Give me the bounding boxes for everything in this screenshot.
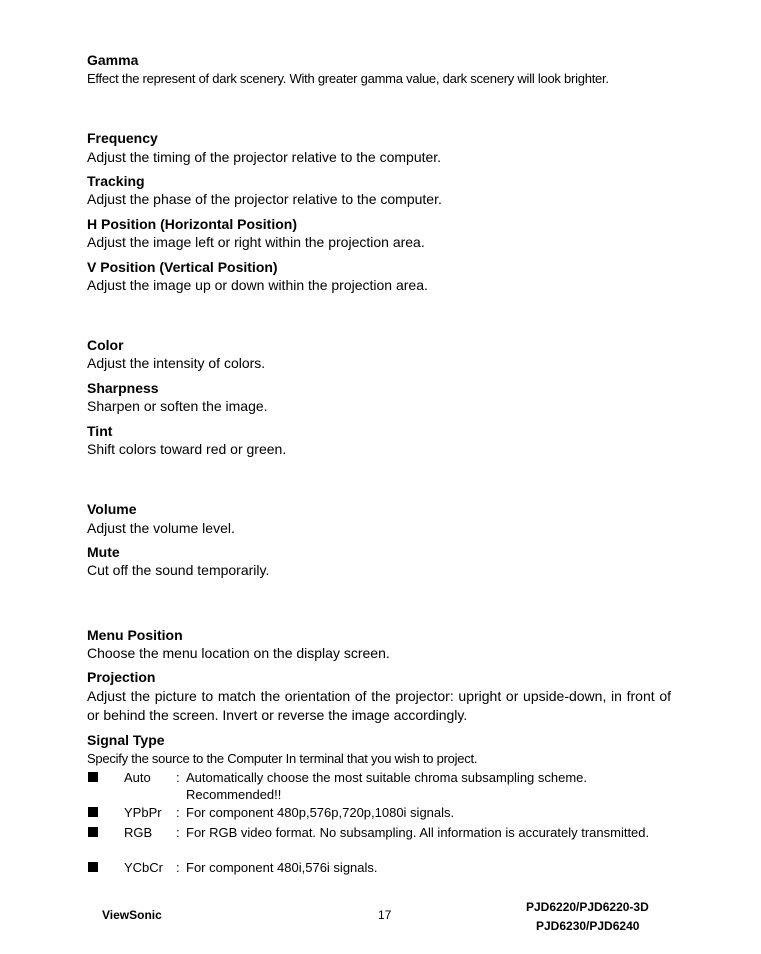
term-projection: Projection [87,669,156,685]
option-text: For component 480i,576i signals. [186,860,378,875]
term-v-position: V Position (Vertical Position) [87,259,278,275]
desc-signal-type: Specify the source to the Computer In terminal that you wish to project. [87,751,478,766]
term-menu-position: Menu Position [87,627,183,643]
option-name: RGB [124,825,153,840]
square-bullet-icon [88,807,98,817]
term-sharpness: Sharpness [87,380,159,396]
option-text: Automatically choose the most suitable chroma subsampling scheme. Recommended!! [186,770,588,802]
desc-color: Adjust the intensity of colors. [87,355,266,371]
term-volume: Volume [87,501,137,517]
desc-tracking: Adjust the phase of the projector relative to the computer. [87,191,442,207]
desc-frequency: Adjust the timing of the projector relative to the computer. [87,149,442,165]
term-color: Color [87,337,124,353]
option-name: Auto [124,770,151,785]
option-text: For component 480p,576p,720p,1080i signals. [186,805,455,820]
term-tracking: Tracking [87,173,145,189]
term-tint: Tint [87,423,113,439]
desc-projection: Adjust the picture to match the orientation of the projector: upright or upside-down, in front of or behind the screen. Invert or reverse the image accordingly. [87,688,671,723]
square-bullet-icon [88,827,98,837]
desc-volume: Adjust the volume level. [87,520,235,536]
desc-h-position: Adjust the image left or right within the projection area. [87,234,425,250]
page-number: 17 [378,908,392,922]
option-colon: : [176,770,180,785]
term-mute: Mute [87,544,120,560]
term-h-position: H Position (Horizontal Position) [87,216,297,232]
term-frequency: Frequency [87,130,158,146]
footer-model-line1: PJD6220/PJD6220-3D [526,900,649,914]
desc-sharpness: Sharpen or soften the image. [87,398,268,414]
option-name: YCbCr [124,860,164,875]
square-bullet-icon [88,862,98,872]
desc-gamma: Effect the represent of dark scenery. With greater gamma value, dark scenery will look brighter. [87,71,609,86]
desc-tint: Shift colors toward red or green. [87,441,287,457]
option-colon: : [176,805,180,820]
square-bullet-icon [88,772,98,782]
desc-v-position: Adjust the image up or down within the projection area. [87,277,428,293]
option-colon: : [176,825,180,840]
option-name: YPbPr [124,805,162,820]
option-text: For RGB video format. No subsampling. All information is accurately transmitted. [186,825,650,840]
desc-menu-position: Choose the menu location on the display screen. [87,645,390,661]
term-signal-type: Signal Type [87,732,165,748]
term-gamma: Gamma [87,52,139,68]
footer-brand: ViewSonic [102,908,162,922]
desc-mute: Cut off the sound temporarily. [87,562,270,578]
footer-model-line2: PJD6230/PJD6240 [536,919,640,933]
option-colon: : [176,860,180,875]
